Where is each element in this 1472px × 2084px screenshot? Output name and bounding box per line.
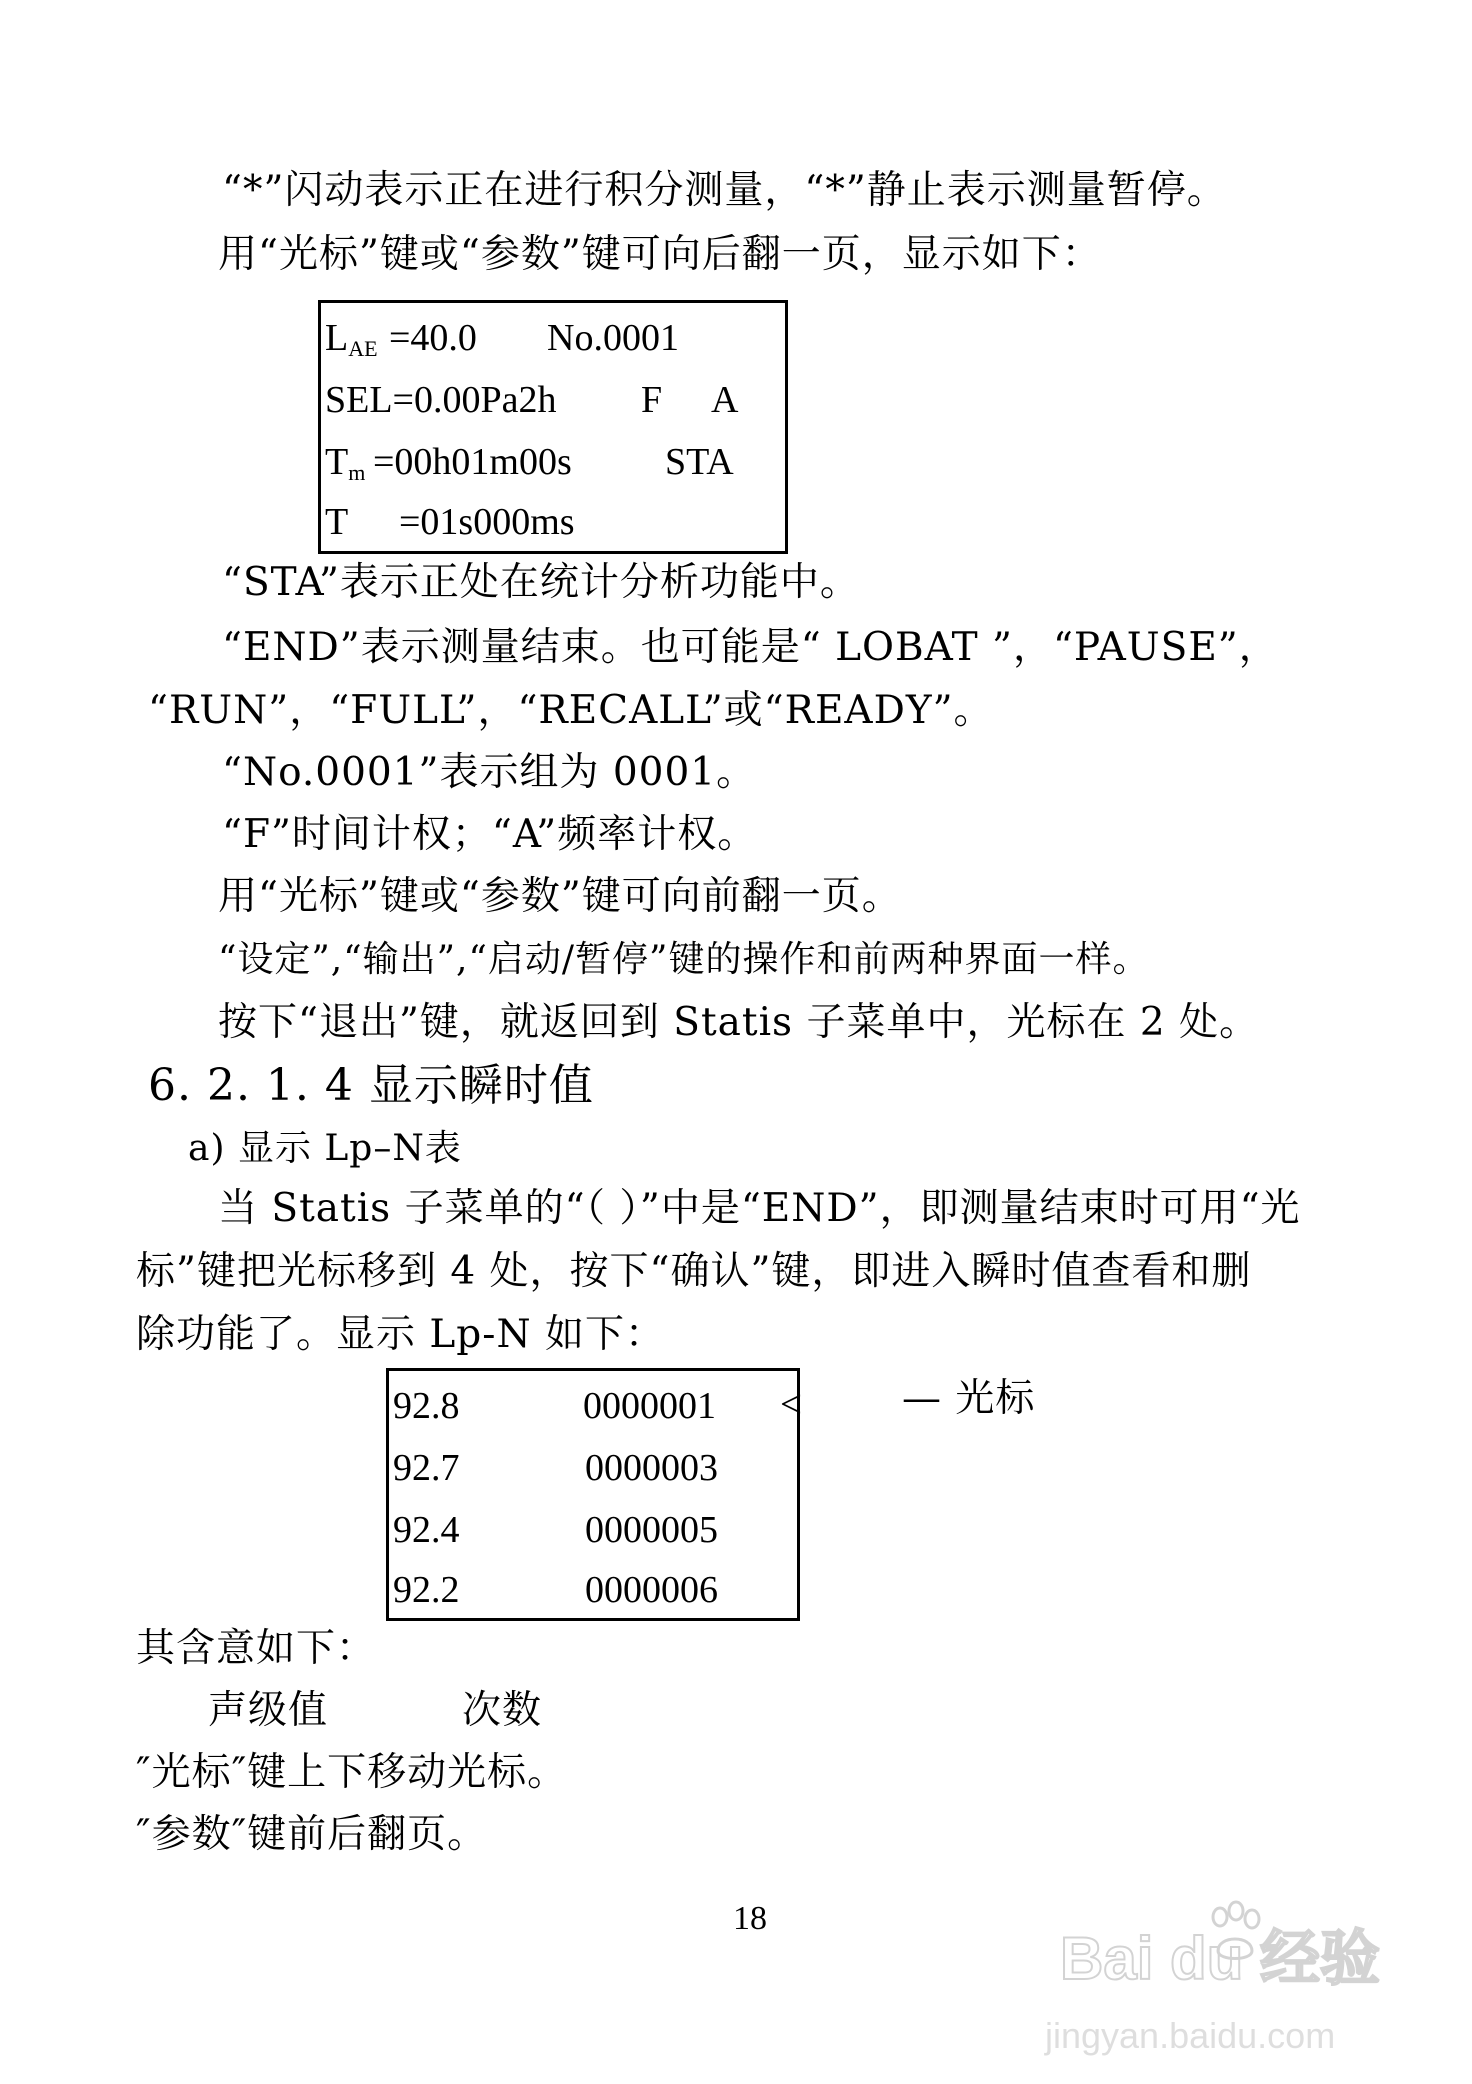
lcd-status: STA [665, 441, 734, 483]
lcd-time-weighting: F [641, 379, 663, 421]
lpn-level: 92.7 [393, 1447, 460, 1489]
watermark-brand: Bai du 经验 [1060, 1925, 1381, 1992]
paragraph-group-meaning: “No.0001”表示组为 0001。 [222, 750, 757, 795]
paragraph-lpn-intro-end: 除功能了。显示 Lp-N 如下： [136, 1312, 665, 1357]
paragraph-end-meaning-cont: “RUN”，“FULL”，“RECALL”或“READY”。 [148, 688, 994, 733]
lcd-display-lpn-table [386, 1368, 800, 1621]
paragraph-keys-operation: “设定”,“输出”,“启动/暂停”键的操作和前两种界面一样。 [218, 939, 1150, 980]
page-number: 18 [733, 1900, 767, 1937]
lpn-level: 92.2 [393, 1569, 460, 1611]
paragraph-page-forward: 用“光标”键或“参数”键可向后翻一页，显示如下： [218, 232, 1102, 277]
baidu-jingyan-watermark [1040, 1895, 1460, 2075]
lpn-count: 0000006 [585, 1569, 718, 1611]
paragraph-weighting-meaning: “F”时间计权；“A”频率计权。 [222, 812, 758, 857]
paragraph-cursor-key: ″光标″键上下移动光标。 [136, 1750, 568, 1795]
lcd-t-label: T [325, 501, 349, 543]
paragraph-meaning-intro: 其含意如下： [136, 1626, 377, 1671]
lpn-count: 0000003 [585, 1447, 718, 1489]
paragraph-param-key: ″参数″键前后翻页。 [136, 1812, 488, 1857]
paragraph-end-meaning: “END”表示测量结束。也可能是“ LOBAT ”，“PAUSE”， [222, 625, 1279, 670]
paragraph-lpn-intro: 当 Statis 子菜单的“（ ）”中是“END”，即测量结束时可用“光 [218, 1186, 1301, 1231]
paragraph-sta-meaning: “STA”表示正处在统计分析功能中。 [222, 560, 860, 605]
lcd-tm-label: T [325, 441, 349, 483]
paragraph-page-back: 用“光标”键或“参数”键可向前翻一页。 [218, 874, 902, 919]
lcd-tm-subscript: m [348, 460, 366, 485]
cursor-marker: < [780, 1383, 803, 1426]
paragraph-lpn-intro-cont: 标”键把光标移到 4 处，按下“确认”键，即进入瞬时值查看和删 [136, 1249, 1252, 1294]
lpn-count: 0000001 [583, 1385, 716, 1427]
lpn-count: 0000005 [585, 1509, 718, 1551]
subsection-heading: a) 显示 Lp–N表 [188, 1128, 462, 1169]
paragraph-column-legend: 声级值 次数 [208, 1688, 542, 1733]
lcd-tm-value: =00h01m00s [373, 441, 572, 483]
lpn-level: 92.4 [393, 1509, 460, 1551]
paragraph-asterisk-meaning: “*”闪动表示正在进行积分测量，“*”静止表示测量暂停。 [222, 168, 1227, 213]
lcd-t-value: =01s000ms [399, 501, 575, 543]
lcd-lae-subscript: AE [348, 336, 378, 361]
lcd-lae-label: L [325, 317, 349, 359]
lcd-lae-value: =40.0 [389, 317, 477, 359]
lcd-sel-reading: SEL=0.00Pa2h [325, 379, 557, 421]
section-heading: 6. 2. 1. 4 显示瞬时值 [148, 1060, 594, 1111]
lcd-frequency-weighting: A [711, 379, 739, 421]
lpn-level: 92.8 [393, 1385, 460, 1427]
lcd-group-number: No.0001 [547, 317, 679, 359]
watermark-url: jingyan.baidu.com [1045, 2015, 1336, 2056]
paragraph-exit-key: 按下“退出”键，就返回到 Statis 子菜单中，光标在 2 处。 [218, 1000, 1260, 1045]
cursor-label: — 光标 [902, 1376, 1036, 1421]
lcd-display-statistics [318, 300, 788, 554]
